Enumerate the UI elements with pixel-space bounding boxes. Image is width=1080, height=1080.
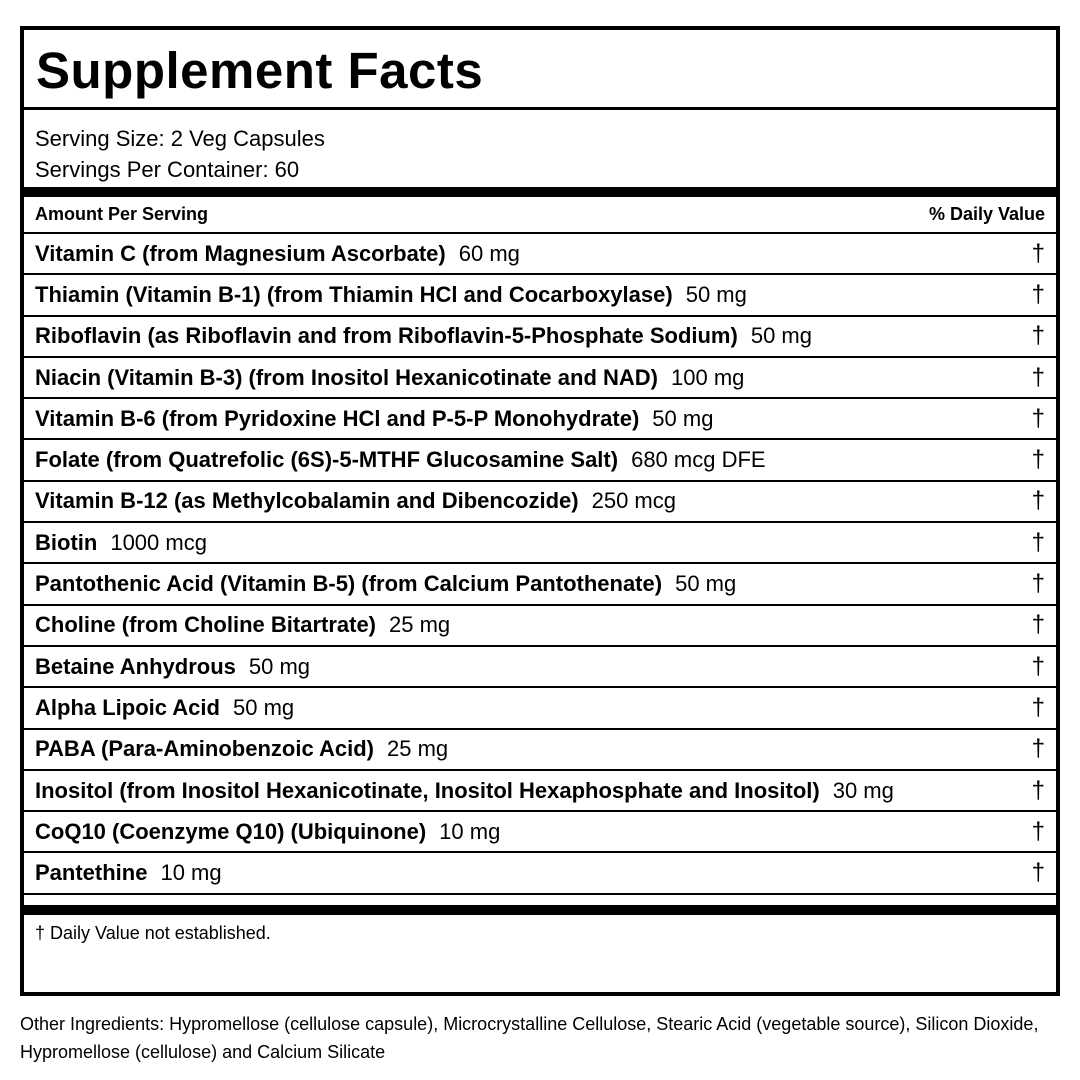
nutrient-amount: 250 mcg	[591, 488, 676, 514]
footnote: † Daily Value not established.	[35, 922, 271, 943]
nutrient-name: Niacin (Vitamin B-3) (from Inositol Hexanicotinate and NAD)	[35, 364, 658, 390]
nutrient-label	[35, 488, 676, 514]
nutrient-amount: 100 mg	[671, 364, 745, 390]
nutrient-daily-value: †	[1031, 652, 1045, 680]
nutrient-daily-value: †	[1031, 280, 1045, 308]
nutrient-amount: 50 mg	[652, 405, 714, 431]
daily-value-label: % Daily Value	[928, 204, 1045, 224]
nutrient-label	[35, 612, 450, 638]
nutrient-row	[24, 317, 1056, 358]
amount-per-serving-label: Amount Per Serving	[35, 204, 209, 224]
nutrient-amount: 10 mg	[439, 818, 501, 844]
nutrient-amount: 1000 mcg	[110, 529, 207, 555]
nutrient-row	[24, 688, 1056, 729]
column-header-row	[24, 197, 1056, 234]
nutrient-row	[24, 482, 1056, 523]
nutrient-daily-value: †	[1031, 776, 1045, 804]
serving-size: Serving Size: 2 Veg Capsules	[35, 126, 325, 151]
nutrient-daily-value: †	[1031, 693, 1045, 721]
nutrient-name: PABA (Para-Aminobenzoic Acid)	[35, 736, 374, 762]
nutrient-name: Betaine Anhydrous	[35, 653, 236, 679]
supplement-facts-panel	[20, 26, 1060, 996]
nutrient-name: Vitamin B-12 (as Methylcobalamin and Dibencozide)	[35, 488, 579, 514]
nutrient-daily-value: †	[1031, 404, 1045, 432]
nutrient-label	[35, 282, 747, 308]
nutrient-label	[35, 323, 812, 349]
nutrient-daily-value: †	[1031, 322, 1045, 350]
nutrient-row	[24, 523, 1056, 564]
servings-per-container: Servings Per Container: 60	[35, 157, 300, 182]
nutrient-label	[35, 654, 310, 680]
nutrient-row	[24, 234, 1056, 275]
spacer	[24, 895, 1056, 905]
nutrient-amount: 50 mg	[675, 571, 737, 597]
nutrient-row	[24, 853, 1056, 894]
nutrient-amount: 50 mg	[248, 653, 311, 679]
nutrient-label	[35, 530, 207, 556]
nutrient-row	[24, 606, 1056, 647]
nutrient-name: Pantethine	[35, 860, 148, 886]
thick-divider-top	[24, 187, 1056, 197]
nutrient-row	[24, 399, 1056, 440]
nutrient-daily-value: †	[1031, 363, 1045, 391]
nutrient-label	[35, 819, 500, 845]
nutrient-daily-value: †	[1031, 239, 1045, 267]
nutrient-row	[24, 730, 1056, 771]
nutrient-label	[35, 406, 713, 432]
nutrient-daily-value: †	[1031, 611, 1045, 639]
nutrient-label	[35, 778, 894, 804]
nutrient-daily-value: †	[1031, 817, 1045, 845]
nutrient-amount: 10 mg	[160, 860, 222, 886]
nutrient-list	[24, 234, 1056, 895]
nutrient-amount: 50 mg	[750, 323, 812, 349]
nutrient-name: Riboflavin (as Riboflavin and from Riboflavin-5-Phosphate Sodium)	[35, 323, 738, 349]
nutrient-row	[24, 771, 1056, 812]
nutrient-daily-value: †	[1031, 570, 1045, 598]
other-ingredients: Other Ingredients: Hypromellose (cellulose capsule), Microcrystalline Cellulose, Stearic Acid (vegetable source), Silicon Dioxide, Hypromellose (cellulose) and Calcium Silicate	[20, 1014, 1039, 1062]
nutrient-amount: 680 mcg DFE	[631, 447, 766, 473]
nutrient-label	[35, 447, 766, 473]
nutrient-daily-value: †	[1031, 446, 1045, 474]
panel-title: Supplement Facts	[36, 42, 484, 99]
nutrient-name: Pantothenic Acid (Vitamin B-5) (from Calcium Pantothenate)	[35, 571, 663, 597]
nutrient-daily-value: †	[1031, 487, 1045, 515]
nutrient-label	[35, 365, 744, 391]
nutrient-name: Thiamin (Vitamin B-1) (from Thiamin HCl and Cocarboxylase)	[35, 281, 673, 307]
nutrient-amount: 50 mg	[685, 281, 747, 307]
nutrient-amount: 30 mg	[832, 777, 894, 803]
nutrient-name: CoQ10 (Coenzyme Q10) (Ubiquinone)	[35, 818, 427, 844]
nutrient-row	[24, 564, 1056, 605]
nutrient-name: Folate (from Quatrefolic (6S)-5-MTHF Glucosamine Salt)	[35, 447, 619, 473]
thick-divider-bottom	[24, 905, 1056, 915]
nutrient-label	[35, 695, 294, 721]
nutrient-name: Alpha Lipoic Acid	[35, 694, 220, 720]
nutrient-amount: 25 mg	[389, 612, 451, 638]
nutrient-row	[24, 358, 1056, 399]
title-box	[24, 30, 1056, 110]
nutrient-row	[24, 275, 1056, 316]
nutrient-name: Vitamin B-6 (from Pyridoxine HCl and P-5-P Monohydrate)	[35, 405, 640, 431]
nutrient-amount: 60 mg	[458, 240, 520, 266]
nutrient-label	[35, 736, 448, 762]
nutrient-label	[35, 241, 520, 267]
nutrient-daily-value: †	[1031, 735, 1045, 763]
nutrient-row	[24, 812, 1056, 853]
nutrient-name: Inositol (from Inositol Hexanicotinate, Inositol Hexaphosphate and Inositol)	[35, 777, 820, 803]
nutrient-label	[35, 571, 736, 597]
serving-info	[24, 110, 1056, 187]
nutrient-row	[24, 647, 1056, 688]
nutrient-label	[35, 860, 222, 886]
nutrient-daily-value: †	[1031, 859, 1045, 887]
nutrient-row	[24, 440, 1056, 481]
nutrient-amount: 50 mg	[232, 694, 295, 720]
nutrient-name: Vitamin C (from Magnesium Ascorbate)	[35, 240, 446, 266]
nutrient-amount: 25 mg	[387, 736, 449, 762]
nutrient-name: Biotin	[35, 529, 98, 555]
nutrient-daily-value: †	[1031, 528, 1045, 556]
nutrient-name: Choline (from Choline Bitartrate)	[35, 612, 377, 638]
